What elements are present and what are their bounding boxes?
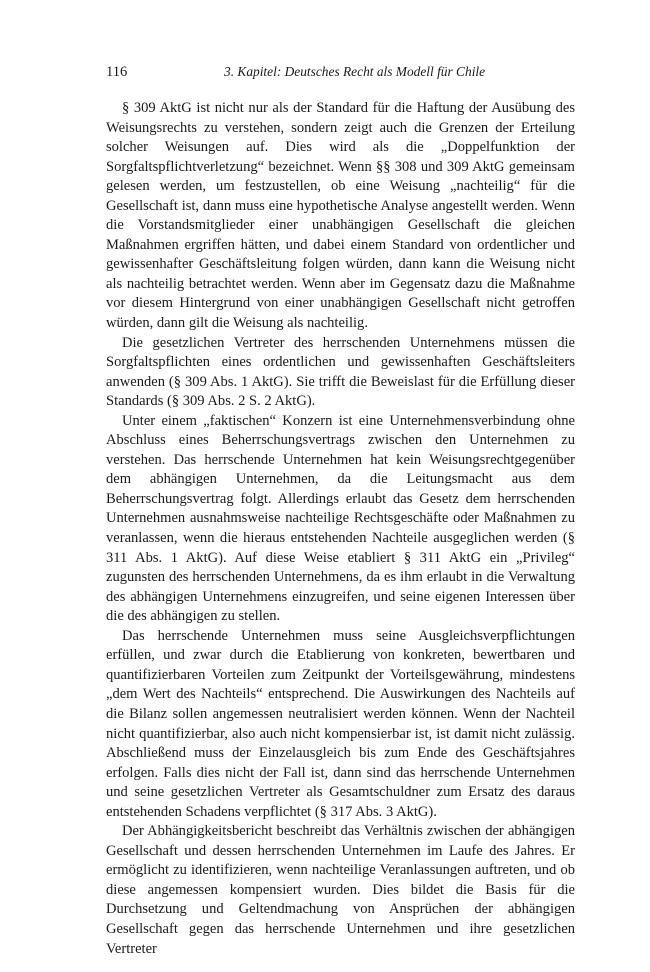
paragraph-abhaengigkeitsbericht: Der Abhängigkeitsbericht beschreibt das Verhältnis zwischen der abhängigen Gesellschaft und dessen herrschenden Unternehmen im Laufe des Jahres. Er ermöglicht zu identifizieren, wenn nachteilige Veranlassungen auftreten, und ob diese angemessen kompensiert wurden. Dies bildet die Basis für die Durchsetzung und Geltendmachung von Ansprüchen der abhängigen Gesellschaft gegen das herrschende Unternehmen und ihre gesetzlichen Vertreter	[106, 823, 575, 957]
body-text	[106, 99, 575, 959]
running-head	[106, 62, 574, 82]
paragraph-weisungsrecht: § 309 AktG ist nicht nur als der Standard für die Haftung der Ausübung des Weisungsrechts zu verstehen, sondern zeigt auch die Grenzen der Erteilung solcher Weisungen auf. Dies wird als die „Doppelfunktion der Sorgfaltspflichtverletzung“ bezeichnet. Wenn §§ 308 und 309 AktG gemeinsam gelesen werden, um festzustellen, ob eine Weisung „nachteilig“ für die Gesellschaft ist, dann muss eine hypothetische Analyse angestellt werden. Wenn die Vorstandsmitglieder einer unabhängigen Gesellschaft die gleichen Maßnahmen ergriffen hätten, und dabei einem Standard von ordentlicher und gewissenhafter Geschäftsleitung folgen würden, dann kann die Weisung nicht als nachteilig betrachtet werden. Wenn aber im Gegensatz dazu die Maßnahme vor diesem Hintergrund von einer unabhängigen Gesellschaft nicht getroffen würden, dann gilt die Weisung als nachteilig.	[106, 100, 575, 332]
paragraph-faktischer-konzern: Unter einem „faktischen“ Konzern ist eine Unternehmensverbindung ohne Abschluss eines Beherrschungsvertrags zwischen den Unternehmen zu verstehen. Das herrschende Unternehmen hat kein Weisungsrechtgegenüber dem abhängigen Unternehmen, da die Leitungsmacht aus dem Beherrschungsvertrag folgt. Allerdings erlaubt das Gesetz dem herrschenden Unternehmen ausnahmsweise nachteilige Rechtsgeschäfte oder Maßnahmen zu veranlassen, wenn die hieraus entstehenden Nachteile ausgeglichen werden (§ 311 Abs. 1 AktG). Auf diese Weise etabliert § 311 AktG ein „Privileg“ zugunsten des herrschenden Unternehmens, da es ihm erlaubt in die Verwaltung des abhängigen Unternehmens einzugreifen, und seine eigenen Interessen über die des abhängigen zu stellen.	[106, 412, 575, 625]
paragraph-gesetzliche-vertreter: Die gesetzlichen Vertreter des herrschenden Unternehmens müssen die Sorgfaltspflichten eines ordentlichen und gewissenhaften Geschäftsleiters anwenden (§ 309 Abs. 1 AktG). Sie trifft die Beweislast für die Erfüllung dieser Standards (§ 309 Abs. 2 S. 2 AktG).	[106, 334, 575, 410]
page-number: 116	[106, 64, 128, 80]
paragraph-ausgleichsverpflichtungen: Das herrschende Unternehmen muss seine Ausgleichsverpflichtungen erfüllen, und zwar durch die Etablierung von konkreten, bewertbaren und quantifizierbaren Vorteilen zum Zeitpunkt der Vorteilsgewährung, mindestens „dem Wert des Nachteils“ entsprechend. Die Auswirkungen des Nachteils auf die Bilanz sollen angemessen neutralisiert werden können. Wenn der Nachteil nicht quantifizierbar, also auch nicht kompensierbar ist, ist damit nicht zulässig. Abschließend muss der Einzelausgleich bis zum Ende des Geschäftsjahres erfolgen. Falls dies nicht der Fall ist, dann sind das herrschende Unternehmen und seine gesetzlichen Vertreter als Gesamtschuldner zum Ersatz des daraus entstehenden Schadens verpflichtet (§ 317 Abs. 3 AktG).	[106, 627, 575, 820]
running-title: 3. Kapitel: Deutsches Recht als Modell für Chile	[224, 64, 486, 79]
